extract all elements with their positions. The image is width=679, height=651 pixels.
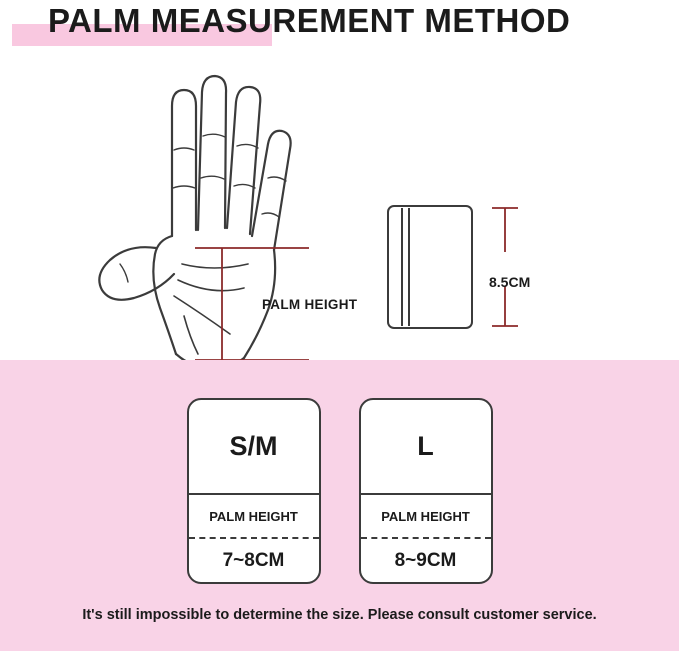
page-title: PALM MEASUREMENT METHOD xyxy=(48,2,571,39)
size-card-name: L xyxy=(361,400,491,495)
bank-card-illustration-icon xyxy=(382,160,552,360)
size-card-l xyxy=(359,398,493,584)
measurement-diagram xyxy=(0,54,679,354)
hand-illustration-icon xyxy=(62,58,322,368)
size-card-value: 7~8CM xyxy=(222,549,285,571)
size-card-sm xyxy=(187,398,321,584)
size-card-metric-label: PALM HEIGHT xyxy=(189,495,319,539)
size-chart-panel xyxy=(0,360,679,651)
size-card-value: 8~9CM xyxy=(394,549,457,571)
page-title-block xyxy=(0,0,679,54)
size-card-metric-label: PALM HEIGHT xyxy=(361,495,491,539)
size-card-list xyxy=(0,398,679,584)
customer-service-note: It's still impossible to determine the size. Please consult customer service. xyxy=(82,607,597,623)
size-card-name: S/M xyxy=(189,400,319,495)
card-height-value: 8.5CM xyxy=(489,274,531,290)
palm-height-label: PALM HEIGHT xyxy=(262,297,358,312)
